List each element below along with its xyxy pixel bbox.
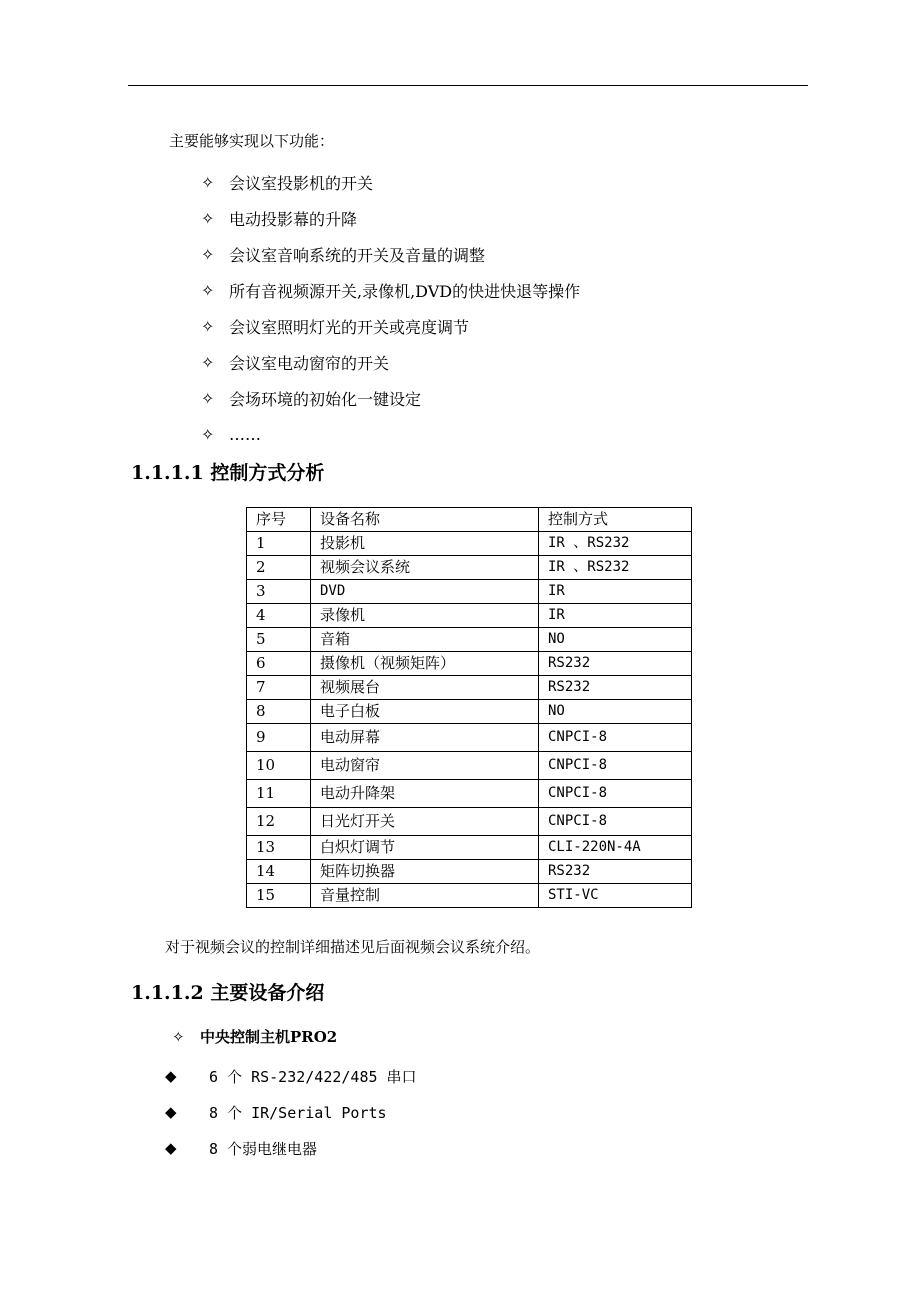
star-bullet-icon: ✧ bbox=[201, 424, 215, 444]
table-cell: CNPCI-8 bbox=[539, 808, 692, 836]
table-cell: 5 bbox=[247, 628, 311, 652]
table-cell: 白炽灯调节 bbox=[311, 836, 539, 860]
table-cell: IR 、RS232 bbox=[539, 556, 692, 580]
table-row bbox=[247, 836, 692, 860]
table-row bbox=[247, 628, 692, 652]
star-bullet-icon: ✧ bbox=[172, 1027, 185, 1046]
table-cell: NO bbox=[539, 700, 692, 724]
list-item: ✧ …… bbox=[201, 424, 261, 444]
table-cell: 音量控制 bbox=[311, 884, 539, 908]
table-cell: 8 bbox=[247, 700, 311, 724]
table-cell: 7 bbox=[247, 676, 311, 700]
table-cell: 电动升降架 bbox=[311, 780, 539, 808]
table-cell: IR 、RS232 bbox=[539, 532, 692, 556]
device-title-text: 中央控制主机PRO2 bbox=[200, 1028, 338, 1046]
table-cell: 投影机 bbox=[311, 532, 539, 556]
diamond-bullet-icon: ◆ bbox=[165, 1139, 177, 1157]
device-feature-list bbox=[165, 1058, 417, 1166]
table-cell: IR bbox=[539, 580, 692, 604]
table-cell: RS232 bbox=[539, 652, 692, 676]
table-cell: 摄像机（视频矩阵） bbox=[311, 652, 539, 676]
table-row bbox=[247, 860, 692, 884]
list-item: ✧ 会议室照明灯光的开关或亮度调节 bbox=[201, 316, 470, 337]
table-cell: CLI-220N-4A bbox=[539, 836, 692, 860]
table-cell: DVD bbox=[311, 580, 539, 604]
table-cell: 视频展台 bbox=[311, 676, 539, 700]
list-item: ✧ 会议室投影机的开关 bbox=[201, 172, 374, 193]
video-conference-note: 对于视频会议的控制详细描述见后面视频会议系统介绍。 bbox=[165, 938, 541, 956]
star-bullet-icon: ✧ bbox=[201, 280, 215, 300]
table-cell: 11 bbox=[247, 780, 311, 808]
table-cell: 13 bbox=[247, 836, 311, 860]
list-item: ✧ 会场环境的初始化一键设定 bbox=[201, 388, 422, 409]
table-row bbox=[247, 652, 692, 676]
table-cell: CNPCI-8 bbox=[539, 752, 692, 780]
star-bullet-icon: ✧ bbox=[201, 244, 215, 264]
list-item: ✧ 电动投影幕的升降 bbox=[201, 208, 358, 229]
device-title bbox=[172, 1026, 337, 1047]
table-row bbox=[247, 780, 692, 808]
table-cell: 12 bbox=[247, 808, 311, 836]
header-cell: 设备名称 bbox=[311, 508, 539, 532]
diamond-bullet-icon: ◆ bbox=[165, 1067, 177, 1085]
section-heading-devices: 1.1.1.2 主要设备介绍 bbox=[131, 982, 325, 1004]
table-cell: 6 bbox=[247, 652, 311, 676]
list-item: ✧ 所有音视频源开关,录像机,DVD的快进快退等操作 bbox=[201, 280, 581, 301]
header-rule bbox=[128, 85, 808, 86]
table-row bbox=[247, 752, 692, 780]
table-row bbox=[247, 556, 692, 580]
list-item: ✧ 会议室音响系统的开关及音量的调整 bbox=[201, 244, 486, 265]
list-item: ✧ 会议室电动窗帘的开关 bbox=[201, 352, 390, 373]
table-row bbox=[247, 676, 692, 700]
table-cell: CNPCI-8 bbox=[539, 724, 692, 752]
table-cell: RS232 bbox=[539, 860, 692, 884]
star-bullet-icon: ✧ bbox=[201, 316, 215, 336]
table-row bbox=[247, 532, 692, 556]
table-cell: CNPCI-8 bbox=[539, 780, 692, 808]
table-cell: 1 bbox=[247, 532, 311, 556]
intro-text: 主要能够实现以下功能： bbox=[169, 132, 335, 150]
table-cell: 日光灯开关 bbox=[311, 808, 539, 836]
header-cell: 控制方式 bbox=[539, 508, 692, 532]
table-cell: RS232 bbox=[539, 676, 692, 700]
section-heading-control: 1.1.1.1 控制方式分析 bbox=[131, 462, 325, 484]
list-item: ◆ 8 个弱电继电器 bbox=[165, 1139, 318, 1158]
table-cell: 视频会议系统 bbox=[311, 556, 539, 580]
table-cell: IR bbox=[539, 604, 692, 628]
star-bullet-icon: ✧ bbox=[201, 208, 215, 228]
table-row bbox=[247, 808, 692, 836]
table-row bbox=[247, 724, 692, 752]
table-cell: 录像机 bbox=[311, 604, 539, 628]
control-method-table bbox=[246, 507, 692, 908]
list-item: ◆ 8 个 IR/Serial Ports bbox=[165, 1103, 387, 1122]
table-row bbox=[247, 884, 692, 908]
table-cell: 电动窗帘 bbox=[311, 752, 539, 780]
table-cell: NO bbox=[539, 628, 692, 652]
table-cell: 2 bbox=[247, 556, 311, 580]
star-bullet-icon: ✧ bbox=[201, 352, 215, 372]
table-cell: 电子白板 bbox=[311, 700, 539, 724]
table-header-row bbox=[247, 508, 692, 532]
header-cell: 序号 bbox=[247, 508, 311, 532]
function-list bbox=[201, 164, 580, 452]
table-cell: 9 bbox=[247, 724, 311, 752]
table-row bbox=[247, 604, 692, 628]
table-cell: 4 bbox=[247, 604, 311, 628]
star-bullet-icon: ✧ bbox=[201, 388, 215, 408]
list-item: ◆ 6 个 RS-232/422/485 串口 bbox=[165, 1067, 417, 1086]
table-row bbox=[247, 580, 692, 604]
table-cell: 10 bbox=[247, 752, 311, 780]
table-cell: 3 bbox=[247, 580, 311, 604]
table-row bbox=[247, 700, 692, 724]
star-bullet-icon: ✧ bbox=[201, 172, 215, 192]
table-cell: 电动屏幕 bbox=[311, 724, 539, 752]
table-cell: 矩阵切换器 bbox=[311, 860, 539, 884]
table-cell: 15 bbox=[247, 884, 311, 908]
table-cell: 14 bbox=[247, 860, 311, 884]
table-cell: 音箱 bbox=[311, 628, 539, 652]
diamond-bullet-icon: ◆ bbox=[165, 1103, 177, 1121]
table-cell: STI-VC bbox=[539, 884, 692, 908]
